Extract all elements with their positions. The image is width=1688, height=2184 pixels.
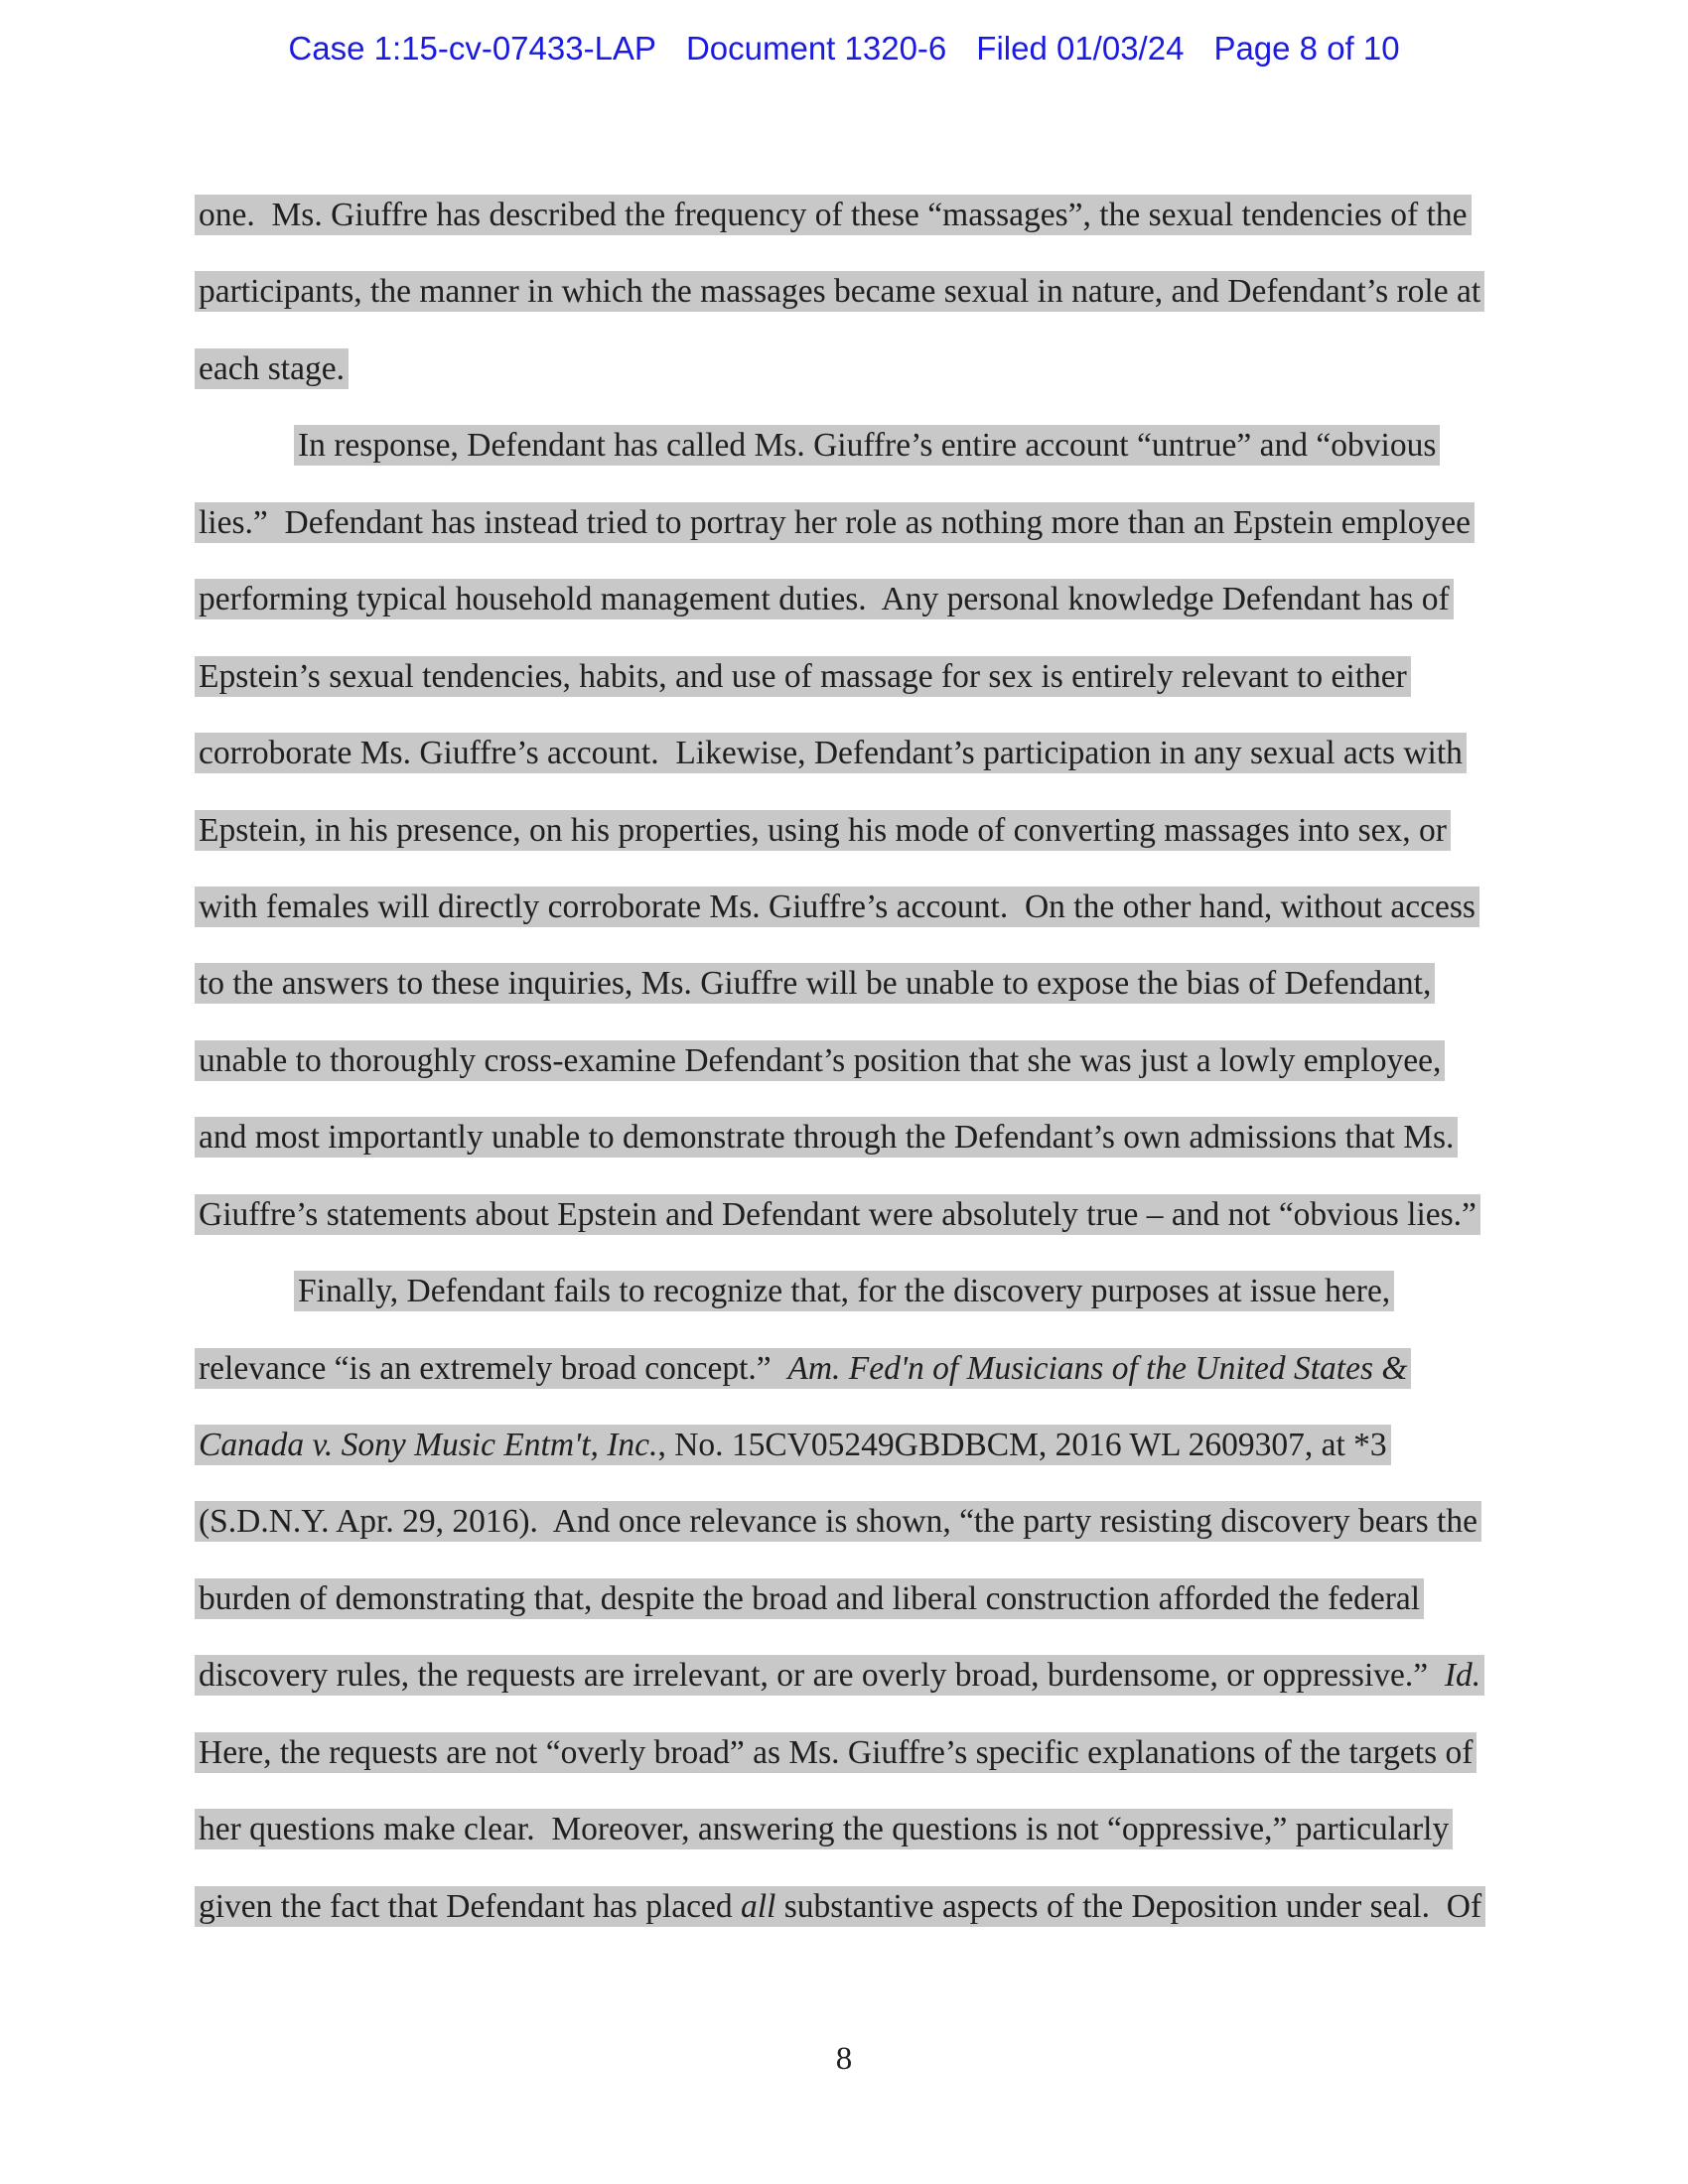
text-line xyxy=(195,1714,1495,1791)
text-line xyxy=(195,1099,1495,1175)
text-segment: burden of demonstrating that, despite the broad and liberal construction afforded the federal xyxy=(199,1579,1421,1617)
highlighted-text xyxy=(195,1578,1424,1619)
highlighted-text xyxy=(195,733,1467,773)
text-line xyxy=(195,407,1495,483)
text-segment: participants, the manner in which the massages became sexual in nature, and Defendant’s role at xyxy=(199,273,1481,311)
text-line xyxy=(195,331,1495,407)
case-stamp-header xyxy=(0,30,1688,68)
text-segment: to the answers to these inquiries, Ms. Giuffre will be unable to expose the bias of Defendant, xyxy=(199,965,1432,1003)
text-segment: Epstein’s sexual tendencies, habits, and use of massage for sex is entirely relevant to either xyxy=(199,657,1407,695)
text-segment: Epstein, in his presence, on his properties, using his mode of converting massages into sex, or xyxy=(199,811,1447,849)
text-segment: unable to thoroughly cross-examine Defendant’s position that she was just a lowly employee, xyxy=(199,1041,1442,1079)
text-line xyxy=(195,1637,1495,1713)
highlighted-text xyxy=(195,348,349,389)
italic-text-segment: Canada v. Sony Music Entm't, Inc. xyxy=(199,1427,658,1463)
case-number: Case 1:15-cv-07433-LAP xyxy=(288,30,656,67)
text-segment: substantive aspects of the Deposition under seal. Of xyxy=(775,1887,1482,1925)
highlighted-text xyxy=(195,1655,1484,1696)
highlighted-text xyxy=(195,1117,1458,1158)
highlighted-text xyxy=(195,195,1472,235)
italic-text-segment: Am. Fed'n of Musicians of the United States & xyxy=(787,1349,1408,1387)
document-body xyxy=(195,177,1495,1945)
highlighted-text xyxy=(294,1271,1394,1311)
highlighted-text xyxy=(195,1040,1445,1081)
highlighted-text xyxy=(195,1425,1391,1465)
highlighted-text xyxy=(195,963,1435,1004)
highlighted-text xyxy=(195,1501,1481,1542)
italic-text-segment: all xyxy=(741,1887,776,1925)
page-number: 8 xyxy=(835,2041,853,2077)
highlighted-text xyxy=(195,1732,1477,1773)
highlighted-text xyxy=(195,810,1451,851)
text-segment: given the fact that Defendant has placed xyxy=(199,1887,741,1925)
text-line xyxy=(195,715,1495,791)
text-line xyxy=(195,1330,1495,1407)
highlighted-text xyxy=(195,1809,1453,1849)
document-number: Document 1320-6 xyxy=(685,30,947,67)
text-segment: , No. 15CV05249GBDBCM, 2016 WL 2609307, at *3 xyxy=(657,1427,1387,1463)
text-line xyxy=(195,1407,1495,1483)
highlighted-text xyxy=(195,1194,1480,1235)
text-segment: and most importantly unable to demonstrate through the Defendant’s own admissions that Ms. xyxy=(199,1119,1455,1157)
page-of-stamp: Page 8 of 10 xyxy=(1213,30,1400,67)
text-segment: performing typical household management duties. Any personal knowledge Defendant has of xyxy=(199,581,1450,618)
text-segment: Giuffre’s statements about Epstein and Defendant were absolutely true – and not “obvious lies.” xyxy=(199,1195,1477,1233)
text-segment: one. Ms. Giuffre has described the frequency of these “massages”, the sexual tendencies of the xyxy=(199,197,1468,233)
text-line xyxy=(195,1483,1495,1560)
text-segment: corroborate Ms. Giuffre’s account. Likewise, Defendant’s participation in any sexual acts with xyxy=(199,735,1463,772)
text-line xyxy=(195,1791,1495,1867)
text-segment: Finally, Defendant fails to recognize that, for the discovery purposes at issue here, xyxy=(298,1273,1391,1310)
text-line xyxy=(195,561,1495,637)
highlighted-text xyxy=(294,425,1440,466)
text-line xyxy=(195,792,1495,869)
text-line xyxy=(195,638,1495,715)
text-segment: (S.D.N.Y. Apr. 29, 2016). And once relevance is shown, “the party resisting discovery bears the xyxy=(199,1503,1477,1541)
highlighted-text xyxy=(195,1886,1485,1927)
highlighted-text xyxy=(195,1348,1411,1389)
highlighted-text xyxy=(195,502,1475,543)
italic-text-segment: Id. xyxy=(1444,1657,1481,1695)
text-segment: lies.” Defendant has instead tried to portray her role as nothing more than an Epstein employee xyxy=(199,503,1471,541)
text-segment: relevance “is an extremely broad concept.” xyxy=(199,1349,788,1387)
filed-date: Filed 01/03/24 xyxy=(976,30,1185,67)
text-line xyxy=(195,1176,1495,1253)
text-line xyxy=(195,1253,1495,1329)
text-line xyxy=(195,484,1495,561)
text-line xyxy=(195,945,1495,1022)
text-segment: her questions make clear. Moreover, answering the questions is not “oppressive,” particularly xyxy=(199,1811,1450,1848)
text-line xyxy=(195,1868,1495,1945)
highlighted-text xyxy=(195,579,1454,619)
text-line xyxy=(195,1023,1495,1099)
text-line xyxy=(195,177,1495,253)
text-segment: with females will directly corroborate Ms. Giuffre’s account. On the other hand, without access xyxy=(199,887,1476,925)
text-line xyxy=(195,253,1495,330)
highlighted-text xyxy=(195,656,1411,697)
text-line xyxy=(195,1561,1495,1637)
text-segment: In response, Defendant has called Ms. Giuffre’s entire account “untrue” and “obvious xyxy=(298,427,1437,465)
text-line xyxy=(195,869,1495,945)
text-segment: Here, the requests are not “overly broad” as Ms. Giuffre’s specific explanations of the targets of xyxy=(199,1733,1474,1771)
highlighted-text xyxy=(195,271,1484,312)
highlighted-text xyxy=(195,887,1479,927)
text-segment: discovery rules, the requests are irrelevant, or are overly broad, burdensome, or oppressive.” xyxy=(199,1657,1445,1695)
text-segment: each stage. xyxy=(199,349,345,387)
